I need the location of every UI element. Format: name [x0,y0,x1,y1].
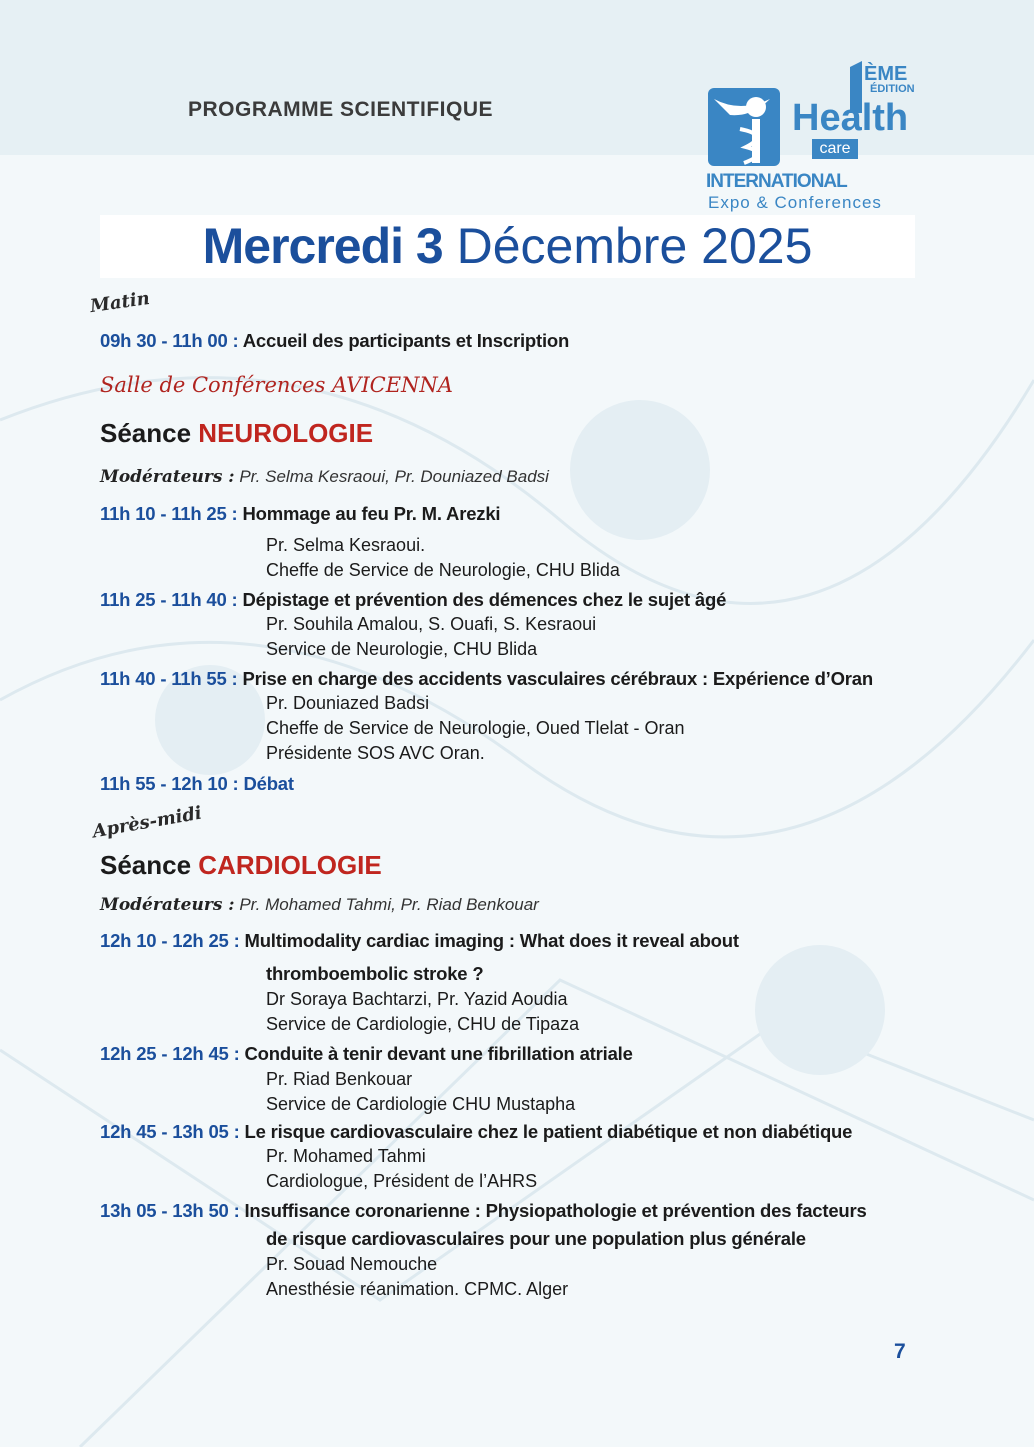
speaker-line: Pr. Selma Kesraoui. [266,535,426,555]
edition-word: ÉDITION [870,83,915,95]
health-care-logo [700,55,940,215]
speaker-line: Service de Neurologie, CHU Blida [266,639,538,659]
talk-title: Prise en charge des accidents vasculaires cérébraux : Expérience d’Oran [237,668,873,689]
edition-superscript: ÈME [864,63,908,85]
talk-title-cont: thromboembolic stroke ? [266,963,484,984]
talk-time: 11h 10 - 11h 25 : [100,503,238,524]
talk-title: Le risque cardiovasculaire chez le patient diabétique et non diabétique [239,1121,853,1142]
talk-time: 12h 45 - 13h 05 : [100,1121,240,1142]
talk-row [100,1121,852,1143]
talk-title-cont: de risque cardiovasculaires pour une population plus générale [266,1228,806,1249]
speaker-line: Cheffe de Service de Neurologie, CHU Blida [266,560,620,580]
talk-title: Insuffisance coronarienne : Physiopathologie et prévention des facteurs [239,1200,867,1221]
speaker-line: Anesthésie réanimation. CPMC. Alger [266,1279,569,1299]
page-number: 7 [894,1340,906,1363]
salle-title: Salle de Conférences AVICENNA [100,373,453,397]
moderators-morning [100,467,549,487]
talk-title: Dépistage et prévention des démences chez le sujet âgé [237,589,727,610]
talk-row [100,503,500,525]
afternoon-label: Après-midi [91,802,204,843]
date-rest: Décembre 2025 [442,218,813,274]
talk-title: Multimodality cardiac imaging : What does it reveal about [239,930,739,951]
speaker-line: Service de Cardiologie CHU Mustapha [266,1094,576,1114]
logo-care: care [812,139,858,159]
accueil-time: 09h 30 - 11h 00 : [100,330,239,351]
morning-label: Matin [88,287,151,318]
speaker-line: Cheffe de Service de Neurologie, Oued Tlelat - Oran [266,718,685,738]
talk-time: 12h 25 - 12h 45 : [100,1043,240,1064]
seance-prefix: Séance [100,418,199,448]
moderators-label: Modérateurs : [100,895,235,915]
logo-expo: Expo & Conferences [708,193,882,212]
talk-row [100,668,873,690]
talk-title: Hommage au feu Pr. M. Arezki [237,503,501,524]
seance-name: CARDIOLOGIE [198,850,382,880]
talk-time: 13h 05 - 13h 50 : [100,1200,240,1221]
talk-title: Débat [238,773,294,794]
talk-time: 12h 10 - 12h 25 : [100,930,240,951]
talk-row [100,773,294,795]
speaker-line: Dr Soraya Bachtarzi, Pr. Yazid Aoudia [266,989,568,1009]
logo-international: INTERNATIONAL [706,171,847,192]
speaker-line: Pr. Souad Nemouche [266,1254,438,1274]
talk-time: 11h 55 - 12h 10 : [100,773,239,794]
talk-row [100,589,726,611]
moderators-label: Modérateurs : [100,467,235,487]
accueil-title: Accueil des participants et Inscription [238,330,570,351]
speaker-line: Pr. Souhila Amalou, S. Ouafi, S. Kesraoui [266,614,597,634]
logo-health: Health [792,97,909,139]
talk-time: 11h 25 - 11h 40 : [100,589,238,610]
speaker-line: Pr. Douniazed Badsi [266,693,430,713]
date-banner [100,215,915,278]
speaker-line: Pr. Mohamed Tahmi [266,1146,426,1166]
speaker-line: Service de Cardiologie, CHU de Tipaza [266,1014,580,1034]
date-day: Mercredi 3 [202,218,443,274]
moderators-names: Pr. Mohamed Tahmi, Pr. Riad Benkouar [234,895,539,914]
accueil-row [100,330,569,352]
talk-row [100,1043,633,1065]
seance-cardiologie [100,850,382,881]
talk-title: Conduite à tenir devant une fibrillation atriale [239,1043,633,1064]
moderators-afternoon [100,895,539,915]
speaker-line: Cardiologue, Président de l’AHRS [266,1171,538,1191]
talk-row [100,1200,867,1222]
page-header-title: PROGRAMME SCIENTIFIQUE [188,98,494,121]
seance-prefix: Séance [100,850,199,880]
talk-row [100,930,739,952]
talk-time: 11h 40 - 11h 55 : [100,668,238,689]
moderators-names: Pr. Selma Kesraoui, Pr. Douniazed Badsi [234,467,549,486]
seance-neurologie [100,418,373,449]
speaker-line: Présidente SOS AVC Oran. [266,743,485,763]
seance-name: NEUROLOGIE [198,418,374,448]
speaker-line: Pr. Riad Benkouar [266,1069,413,1089]
